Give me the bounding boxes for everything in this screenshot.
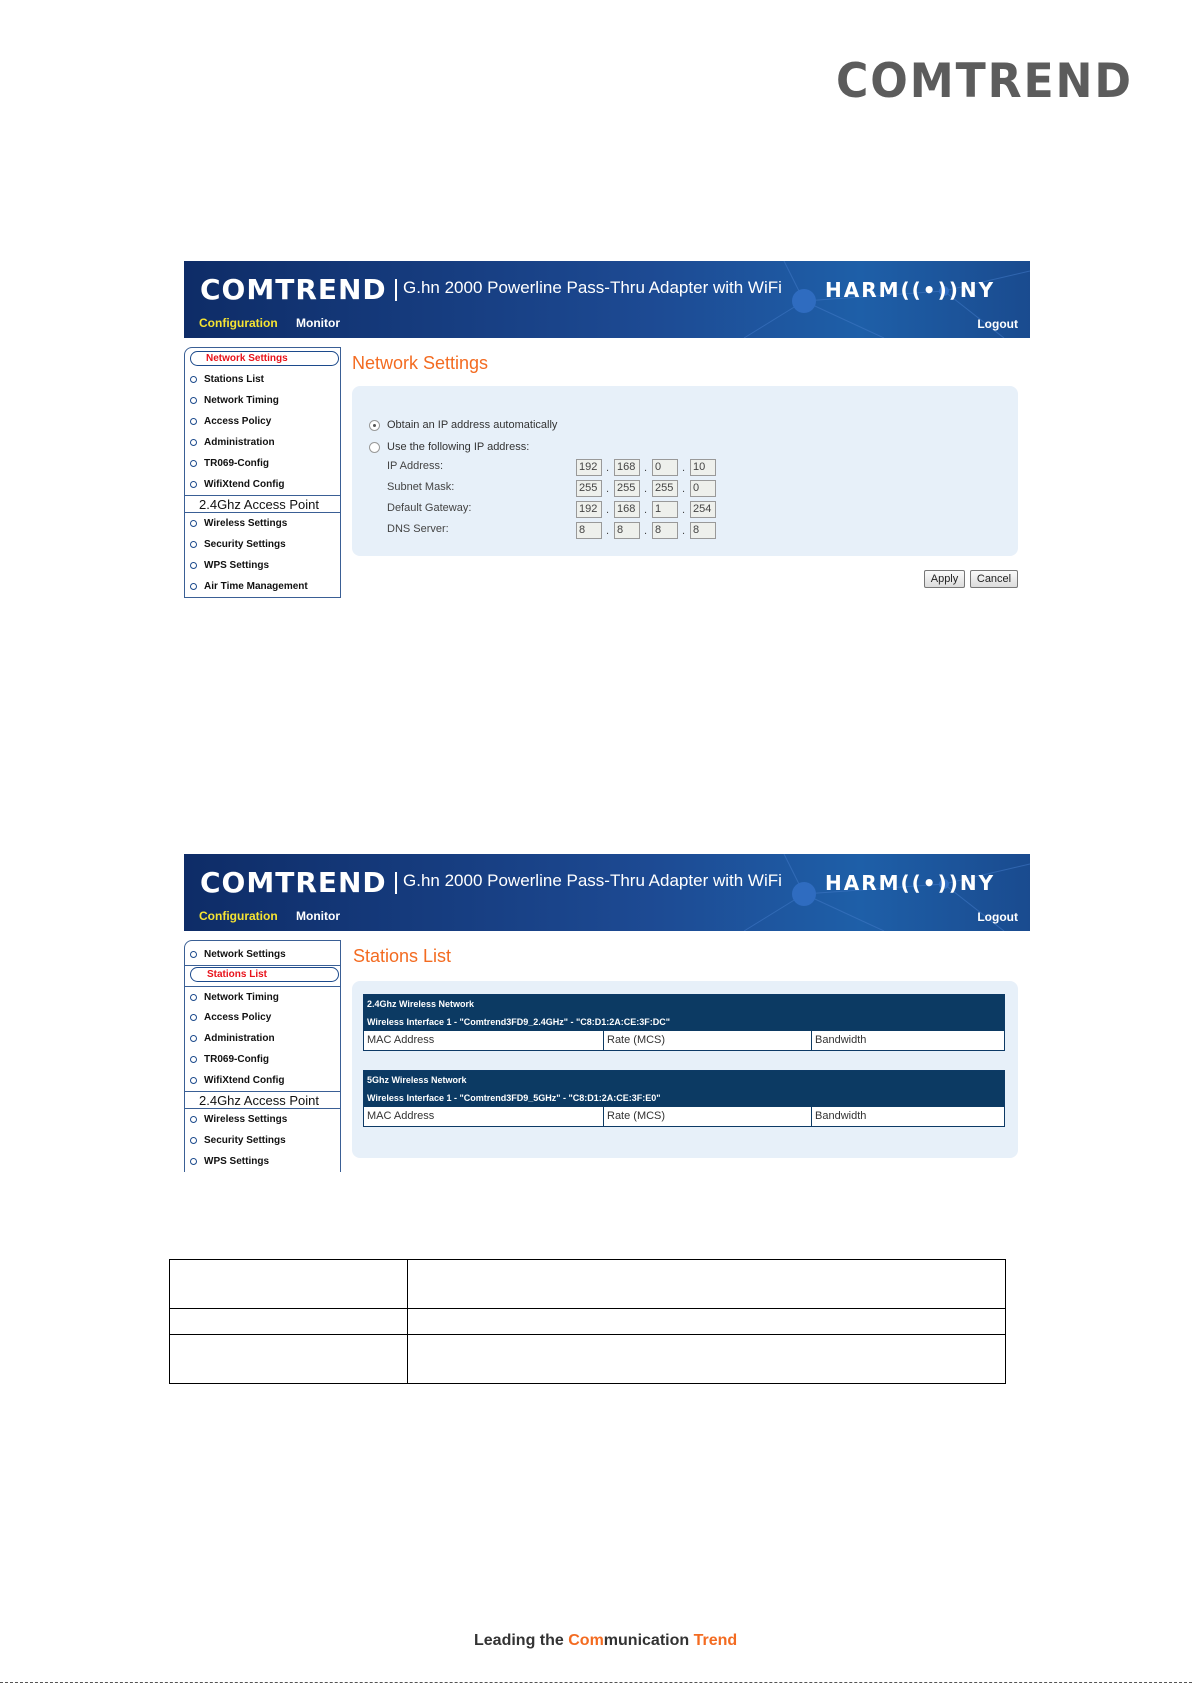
sidebar [184, 347, 341, 598]
col-rate-mcs: Rate (MCS) [604, 1107, 812, 1126]
sidebar-item-security-settings[interactable]: Security Settings [185, 534, 340, 555]
nav-monitor[interactable]: Monitor [296, 909, 340, 923]
dns-octet-2[interactable]: 8 [614, 522, 640, 539]
col-mac-address: MAC Address [364, 1031, 604, 1050]
bullet-icon [190, 1077, 197, 1084]
bullet-icon [190, 1116, 197, 1123]
sidebar-item-wireless-settings[interactable]: Wireless Settings [185, 513, 340, 534]
sidebar-item-stations-list[interactable]: Stations List [185, 369, 340, 390]
bullet-icon [190, 376, 197, 383]
bullet-icon [190, 1014, 197, 1021]
sidebar-item-wifixtend-config[interactable]: WifiXtend Config [185, 474, 340, 495]
sidebar-item-security-settings[interactable]: Security Settings [185, 1130, 340, 1151]
table-row [170, 1260, 1006, 1309]
bullet-icon [190, 1158, 197, 1165]
network-name: 2.4Ghz Wireless Network [364, 995, 1004, 1013]
sidebar-section-24ghz: 2.4Ghz Access Point [185, 495, 340, 513]
bullet-icon [190, 1035, 197, 1042]
sidebar-item-wps-settings[interactable]: WPS Settings [185, 555, 340, 576]
footer-tagline: Leading the Communication Trend [474, 1632, 738, 1649]
default-gateway-label: Default Gateway: [387, 502, 472, 514]
stations-panel [352, 981, 1018, 1158]
bullet-icon [190, 418, 197, 425]
gateway-octet-1[interactable]: 192 [576, 501, 602, 518]
settings-panel: Obtain an IP address automatically Use the following IP address: IP Address: 192 . 168 . 0 . 10 Subnet Mask: 255 . 255 . 255 . 0 Default Gateway: 192 . 168 . 1 . 254 DNS Server: 8 . 8 . 8 . 8 [352, 386, 1018, 556]
banner-product-title: G.hn 2000 Powerline Pass-Thru Adapter with WiFi [403, 871, 782, 890]
sidebar-item-network-settings[interactable]: Network Settings [185, 944, 340, 965]
wireless-table-5ghz [363, 1070, 1005, 1127]
sidebar-item-tr069-config[interactable]: TR069-Config [185, 1049, 340, 1070]
sidebar [184, 940, 341, 1172]
banner-product-title: G.hn 2000 Powerline Pass-Thru Adapter with WiFi [403, 278, 782, 297]
nav-configuration[interactable]: Configuration [199, 909, 278, 923]
screenshot-network-settings [184, 261, 1030, 602]
radio-selected-icon [369, 420, 380, 431]
radio-empty-icon [369, 442, 380, 453]
sidebar-item-network-settings[interactable]: Network Settings [185, 348, 340, 369]
sidebar-section-24ghz: 2.4Ghz Access Point [185, 1091, 340, 1109]
bullet-icon [190, 439, 197, 446]
cancel-button[interactable]: Cancel [970, 570, 1018, 588]
logout-link[interactable]: Logout [977, 910, 1018, 924]
gateway-octet-2[interactable]: 168 [614, 501, 640, 518]
col-rate-mcs: Rate (MCS) [604, 1031, 812, 1050]
sidebar-item-tr069-config[interactable]: TR069-Config [185, 453, 340, 474]
bullet-icon [190, 1137, 197, 1144]
banner-divider [395, 279, 397, 301]
bullet-icon [190, 951, 197, 958]
dns-server-label: DNS Server: [387, 523, 449, 535]
interface-info: Wireless Interface 1 - "Comtrend3FD9_2.4GHz" - "C8:D1:2A:CE:3F:DC" [364, 1013, 1004, 1031]
bullet-icon [190, 541, 197, 548]
sidebar-item-wireless-settings[interactable]: Wireless Settings [185, 1109, 340, 1130]
sidebar-item-access-policy[interactable]: Access Policy [185, 411, 340, 432]
nav-configuration[interactable]: Configuration [199, 316, 278, 330]
sidebar-item-network-timing[interactable]: Network Timing [185, 390, 340, 411]
radio-use-following[interactable]: Use the following IP address: [369, 441, 529, 453]
col-mac-address: MAC Address [364, 1107, 604, 1126]
network-name: 5Ghz Wireless Network [364, 1071, 1004, 1089]
col-bandwidth: Bandwidth [815, 1110, 867, 1122]
sidebar-item-access-policy[interactable]: Access Policy [185, 1007, 340, 1028]
bullet-icon [190, 520, 197, 527]
table-header-row [364, 1107, 1004, 1126]
dns-octet-4[interactable]: 8 [690, 522, 716, 539]
gateway-octet-3[interactable]: 1 [652, 501, 678, 518]
harmony-logo: HARM((•))NY [825, 871, 996, 895]
banner-logo: COMTREND [200, 273, 387, 306]
sidebar-item-wifixtend-config[interactable]: WifiXtend Config [185, 1070, 340, 1091]
banner-logo: COMTREND [200, 866, 387, 899]
table-header-row [364, 1031, 1004, 1050]
gateway-octet-4[interactable]: 254 [690, 501, 716, 518]
banner-divider [395, 872, 397, 894]
ip-address-label: IP Address: [387, 460, 444, 472]
subnet-octet-2[interactable]: 255 [614, 480, 640, 497]
page-bottom-divider [0, 1682, 1192, 1683]
harmony-logo: HARM((•))NY [825, 278, 996, 302]
bullet-icon [190, 994, 197, 1001]
sidebar-item-stations-list[interactable]: Stations List [185, 965, 340, 986]
page-logo: COMTREND [836, 54, 1133, 109]
ip-octet-2[interactable]: 168 [614, 459, 640, 476]
ip-octet-3[interactable]: 0 [652, 459, 678, 476]
dns-octet-3[interactable]: 8 [652, 522, 678, 539]
radio-obtain-auto[interactable]: Obtain an IP address automatically [369, 419, 557, 431]
page-title: Stations List [353, 946, 452, 966]
bullet-icon [190, 460, 197, 467]
sidebar-item-network-timing[interactable]: Network Timing [185, 986, 340, 1007]
subnet-octet-1[interactable]: 255 [576, 480, 602, 497]
ip-octet-4[interactable]: 10 [690, 459, 716, 476]
logout-link[interactable]: Logout [977, 317, 1018, 331]
interface-info: Wireless Interface 1 - "Comtrend3FD9_5GHz" - "C8:D1:2A:CE:3F:E0" [364, 1089, 1004, 1107]
sidebar-item-administration[interactable]: Administration [185, 432, 340, 453]
bullet-icon [190, 1056, 197, 1063]
col-bandwidth: Bandwidth [815, 1034, 867, 1046]
sidebar-item-air-time-management[interactable]: Air Time Management [185, 576, 340, 597]
subnet-octet-3[interactable]: 255 [652, 480, 678, 497]
header-banner [184, 261, 1030, 338]
bullet-icon [190, 562, 197, 569]
wireless-table-24ghz [363, 994, 1005, 1051]
sidebar-item-wps-settings[interactable]: WPS Settings [185, 1151, 340, 1172]
screenshot-stations-list [184, 854, 1030, 1172]
subnet-octet-4[interactable]: 0 [690, 480, 716, 497]
apply-button[interactable]: Apply [924, 570, 965, 588]
bullet-icon [190, 397, 197, 404]
nav-monitor[interactable]: Monitor [296, 316, 340, 330]
sidebar-item-administration[interactable]: Administration [185, 1028, 340, 1049]
bullet-icon [190, 481, 197, 488]
table-row [170, 1335, 1006, 1384]
table-row [170, 1309, 1006, 1335]
ip-octet-1[interactable]: 192 [576, 459, 602, 476]
description-table [169, 1259, 1006, 1384]
dns-octet-1[interactable]: 8 [576, 522, 602, 539]
subnet-mask-label: Subnet Mask: [387, 481, 455, 493]
header-banner [184, 854, 1030, 931]
page-title: Network Settings [352, 353, 489, 373]
bullet-icon [190, 583, 197, 590]
